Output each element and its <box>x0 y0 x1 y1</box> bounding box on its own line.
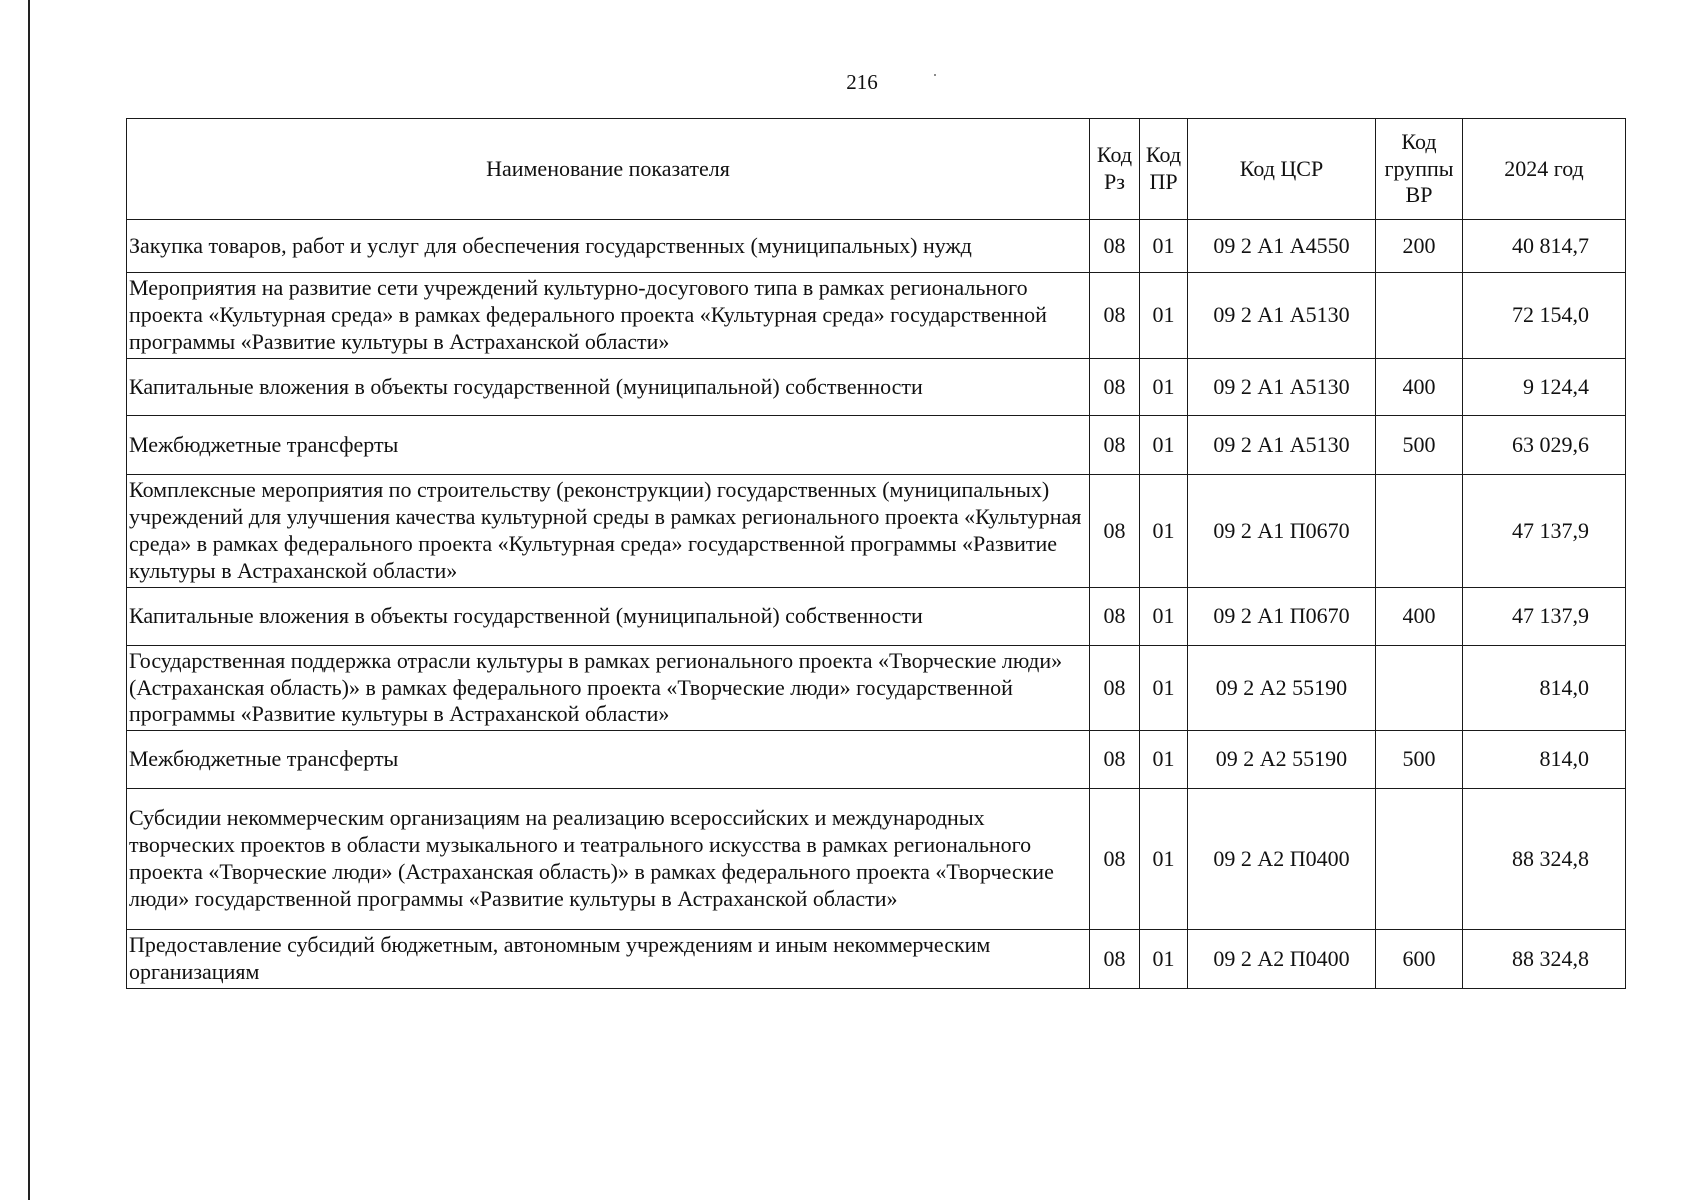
row-rz: 08 <box>1090 588 1140 646</box>
row-csr: 09 2 А1 А5130 <box>1188 273 1376 359</box>
row-rz: 08 <box>1090 359 1140 416</box>
row-name: Капитальные вложения в объекты государственной (муниципальной) собственности <box>127 588 1090 646</box>
row-csr: 09 2 А1 П0670 <box>1188 588 1376 646</box>
row-amount: 88 324,8 <box>1463 789 1626 930</box>
row-rz: 08 <box>1090 273 1140 359</box>
row-pr: 01 <box>1140 416 1188 475</box>
row-vr: 500 <box>1376 416 1463 475</box>
row-pr: 01 <box>1140 220 1188 273</box>
row-pr: 01 <box>1140 359 1188 416</box>
row-vr: 600 <box>1376 930 1463 989</box>
table-row <box>127 646 1626 731</box>
row-csr: 09 2 А1 А5130 <box>1188 416 1376 475</box>
row-rz: 08 <box>1090 220 1140 273</box>
row-amount: 40 814,7 <box>1463 220 1626 273</box>
row-name: Межбюджетные трансферты <box>127 731 1090 789</box>
row-vr: 500 <box>1376 731 1463 789</box>
row-name: Предоставление субсидий бюджетным, автономным учреждениям и иным некоммерческим организациям <box>127 930 1090 989</box>
row-rz: 08 <box>1090 731 1140 789</box>
table-row <box>127 588 1626 646</box>
row-name: Государственная поддержка отрасли культуры в рамках регионального проекта «Творческие люди» (Астраханская область)» в рамках федерального проекта «Творческие люди» государственной программы «Развитие культуры в Астраханской области» <box>127 646 1090 731</box>
row-amount: 72 154,0 <box>1463 273 1626 359</box>
table-row <box>127 475 1626 588</box>
row-rz: 08 <box>1090 930 1140 989</box>
row-amount: 814,0 <box>1463 646 1626 731</box>
row-pr: 01 <box>1140 646 1188 731</box>
row-pr: 01 <box>1140 588 1188 646</box>
row-rz: 08 <box>1090 416 1140 475</box>
row-csr: 09 2 А2 55190 <box>1188 646 1376 731</box>
binding-edge-line <box>28 0 30 1200</box>
row-csr: 09 2 А1 П0670 <box>1188 475 1376 588</box>
header-year: 2024 год <box>1463 119 1626 220</box>
row-pr: 01 <box>1140 789 1188 930</box>
row-amount: 9 124,4 <box>1463 359 1626 416</box>
page-number: 216 <box>846 70 878 94</box>
row-amount: 47 137,9 <box>1463 588 1626 646</box>
header-csr: Код ЦСР <box>1188 119 1376 220</box>
table-row <box>127 930 1626 989</box>
row-name: Мероприятия на развитие сети учреждений культурно-досугового типа в рамках регионального проекта «Культурная среда» в рамках федерального проекта «Культурная среда» государственной программы «Развитие культуры в Астраханской области» <box>127 273 1090 359</box>
table-row <box>127 273 1626 359</box>
budget-table <box>126 118 1626 989</box>
row-vr <box>1376 475 1463 588</box>
table-row <box>127 416 1626 475</box>
table-row <box>127 359 1626 416</box>
row-amount: 88 324,8 <box>1463 930 1626 989</box>
row-vr: 400 <box>1376 588 1463 646</box>
row-name: Субсидии некоммерческим организациям на реализацию всероссийских и международных творческих проектов в области музыкального и театрального искусства в рамках регионального проекта «Творческие люди» (Астраханская область)» в рамках федерального проекта «Творческие люди» государственной программы «Развитие культуры в Астраханской области» <box>127 789 1090 930</box>
row-name: Закупка товаров, работ и услуг для обеспечения государственных (муниципальных) нужд <box>127 220 1090 273</box>
row-name: Комплексные мероприятия по строительству (реконструкции) государственных (муниципальных) учреждений для улучшения качества культурной среды в рамках регионального проекта «Культурная среда» в рамках федерального проекта «Культурная среда» государственной программы «Развитие культуры в Астраханской области» <box>127 475 1090 588</box>
table-header-row <box>127 119 1626 220</box>
row-csr: 09 2 А2 П0400 <box>1188 789 1376 930</box>
scan-speck <box>934 74 936 76</box>
row-csr: 09 2 А2 П0400 <box>1188 930 1376 989</box>
row-rz: 08 <box>1090 646 1140 731</box>
row-amount: 47 137,9 <box>1463 475 1626 588</box>
row-vr: 200 <box>1376 220 1463 273</box>
header-pr: Код ПР <box>1140 119 1188 220</box>
table-row <box>127 220 1626 273</box>
row-rz: 08 <box>1090 475 1140 588</box>
row-amount: 63 029,6 <box>1463 416 1626 475</box>
row-amount: 814,0 <box>1463 731 1626 789</box>
row-rz: 08 <box>1090 789 1140 930</box>
row-csr: 09 2 А1 А5130 <box>1188 359 1376 416</box>
row-vr <box>1376 273 1463 359</box>
row-pr: 01 <box>1140 731 1188 789</box>
row-pr: 01 <box>1140 273 1188 359</box>
table-row <box>127 731 1626 789</box>
row-vr <box>1376 646 1463 731</box>
row-csr: 09 2 А2 55190 <box>1188 731 1376 789</box>
header-rz: Код Рз <box>1090 119 1140 220</box>
row-pr: 01 <box>1140 475 1188 588</box>
header-name: Наименование показателя <box>127 119 1090 220</box>
row-name: Межбюджетные трансферты <box>127 416 1090 475</box>
header-vr: Код группы ВР <box>1376 119 1463 220</box>
table-row <box>127 789 1626 930</box>
row-name: Капитальные вложения в объекты государственной (муниципальной) собственности <box>127 359 1090 416</box>
row-pr: 01 <box>1140 930 1188 989</box>
row-vr: 400 <box>1376 359 1463 416</box>
row-vr <box>1376 789 1463 930</box>
row-csr: 09 2 А1 А4550 <box>1188 220 1376 273</box>
